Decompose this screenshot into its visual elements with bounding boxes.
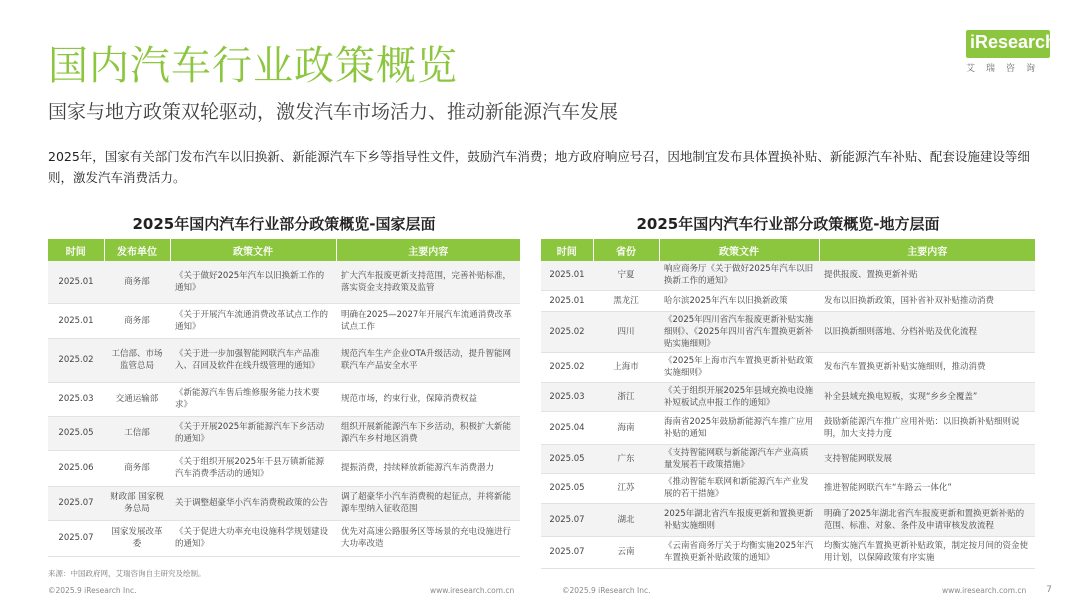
cell-doc: 《关于进一步加强智能网联汽车产品准入、召回及软件在线升级管理的通知》 <box>170 338 336 382</box>
table-row <box>541 382 1035 411</box>
cell-content: 支持智能网联发展 <box>819 444 1035 473</box>
cell-content: 发布汽车置换更新补贴实施细则，推动消费 <box>819 352 1035 382</box>
cell-content: 鼓励新能源汽车推广应用补贴：以旧换新补贴细则说明，加大支持力度 <box>819 411 1035 444</box>
cell-unit: 商务部 <box>104 450 170 486</box>
local-policy-table <box>541 239 1035 569</box>
table-row <box>48 261 520 303</box>
col-header-time: 时间 <box>48 239 104 261</box>
page-title: 国内汽车行业政策概览 <box>48 43 458 89</box>
cell-time: 2025.07 <box>48 520 104 556</box>
cell-unit: 四川 <box>593 311 659 352</box>
cell-content: 扩大汽车报废更新支持范围，完善补贴标准，落实资金支持政策及监管 <box>336 261 520 303</box>
national-policy-table <box>48 239 520 557</box>
copyright-right: ©2025.9 iResearch Inc. <box>562 586 651 595</box>
cell-time: 2025.01 <box>48 261 104 303</box>
cell-doc: 《关于开展2025年新能源汽车下乡活动的通知》 <box>170 416 336 450</box>
cell-doc: 《关于组织开展2025年县域充换电设施补短板试点申报工作的通知》 <box>659 382 819 411</box>
cell-unit: 湖北 <box>593 503 659 536</box>
cell-content: 提供报废、置换更新补贴 <box>819 261 1035 290</box>
table-row <box>48 450 520 486</box>
cell-unit: 宁夏 <box>593 261 659 290</box>
cell-content: 组织开展新能源汽车下乡活动，积极扩大新能源汽车乡村地区消费 <box>336 416 520 450</box>
col-header-province: 省份 <box>593 239 659 261</box>
cell-unit: 浙江 <box>593 382 659 411</box>
url-left: www.iresearch.com.cn <box>430 586 515 595</box>
cell-doc: 响应商务厅《关于做好2025年汽车以旧换新工作的通知》 <box>659 261 819 290</box>
cell-unit: 交通运输部 <box>104 382 170 416</box>
cell-doc: 《推动智能车联网和新能源汽车产业发展的若干措施》 <box>659 473 819 503</box>
cell-content: 均衡实施汽车置换更新补贴政策，制定按月间的资金使用计划，以保障政策有序实施 <box>819 536 1035 568</box>
cell-doc: 2025年湖北省汽车报废更新和置换更新补贴实施细则 <box>659 503 819 536</box>
cell-content: 明确在2025—2027年开展汽车流通消费改革试点工作 <box>336 303 520 338</box>
cell-time: 2025.01 <box>541 261 593 290</box>
table-row <box>541 261 1035 290</box>
cell-content: 补全县域充换电短板，实现“乡乡全覆盖” <box>819 382 1035 411</box>
table-row <box>48 338 520 382</box>
url-right: www.iresearch.com.cn <box>942 586 1027 595</box>
cell-time: 2025.03 <box>541 382 593 411</box>
cell-content: 推进智能网联汽车“车路云一体化” <box>819 473 1035 503</box>
cell-unit: 财政部 国家税务总局 <box>104 486 170 520</box>
cell-unit: 云南 <box>593 536 659 568</box>
cell-time: 2025.04 <box>541 411 593 444</box>
cell-time: 2025.05 <box>541 444 593 473</box>
cell-content: 提振消费，持续释放新能源汽车消费潜力 <box>336 450 520 486</box>
cell-content: 明确了2025年湖北省汽车报废更新和置换更新补贴的范围、标准、对象、条件及申请审核发放流程 <box>819 503 1035 536</box>
cell-time: 2025.07 <box>48 486 104 520</box>
cell-time: 2025.03 <box>48 382 104 416</box>
cell-doc: 哈尔滨2025年汽车以旧换新政策 <box>659 290 819 311</box>
cell-doc: 《支持智能网联与新能源汽车产业高质量发展若干政策措施》 <box>659 444 819 473</box>
cell-unit: 商务部 <box>104 303 170 338</box>
col-header-doc: 政策文件 <box>659 239 819 261</box>
cell-doc: 《云南省商务厅关于均衡实施2025年汽车置换更新补贴政策的通知》 <box>659 536 819 568</box>
cell-content: 优先对高速公路服务区等场景的充电设施进行大功率改造 <box>336 520 520 556</box>
cell-doc: 海南省2025年鼓励新能源汽车推广应用补贴的通知 <box>659 411 819 444</box>
col-header-content: 主要内容 <box>336 239 520 261</box>
cell-time: 2025.01 <box>48 303 104 338</box>
cell-time: 2025.06 <box>48 450 104 486</box>
cell-time: 2025.01 <box>541 290 593 311</box>
table-row <box>541 473 1035 503</box>
table-row <box>48 520 520 556</box>
col-header-time: 时间 <box>541 239 593 261</box>
cell-unit: 江苏 <box>593 473 659 503</box>
cell-unit: 上海市 <box>593 352 659 382</box>
cell-unit: 黑龙江 <box>593 290 659 311</box>
intro-paragraph: 2025年，国家有关部门发布汽车以旧换新、新能源汽车下乡等指导性文件，鼓励汽车消费；地方政府响应号召，因地制宜发布具体置换补贴、新能源汽车补贴、配套设施建设等细则，激发汽车消费活力。 <box>48 149 1030 185</box>
cell-content: 发布以旧换新政策，国补省补双补贴推动消费 <box>819 290 1035 311</box>
cell-unit: 海南 <box>593 411 659 444</box>
copyright-left: ©2025.9 iResearch Inc. <box>48 586 137 595</box>
cell-time: 2025.02 <box>48 338 104 382</box>
cell-unit: 国家发展改革委 <box>104 520 170 556</box>
cell-content: 调了超豪华小汽车消费税的起征点，并将新能源车型纳入征收范围 <box>336 486 520 520</box>
table-row <box>541 352 1035 382</box>
table-row <box>48 303 520 338</box>
cell-doc: 关于调整超豪华小汽车消费税政策的公告 <box>170 486 336 520</box>
cell-unit: 工信部 <box>104 416 170 450</box>
cell-doc: 《2025年四川省汽车报废更新补贴实施细则》、《2025年四川省汽车置换更新补贴实施细则》 <box>659 311 819 352</box>
cell-doc: 《关于做好2025年汽车以旧换新工作的通知》 <box>170 261 336 303</box>
col-header-doc: 政策文件 <box>170 239 336 261</box>
cell-content: 规范汽车生产企业OTA升级活动，提升智能网联汽车产品安全水平 <box>336 338 520 382</box>
source-note: 来源：中国政府网，艾瑞咨询自主研究及绘制。 <box>48 569 206 578</box>
table-row <box>541 411 1035 444</box>
table-row <box>541 503 1035 536</box>
cell-doc: 《新能源汽车售后维修服务能力技术要求》 <box>170 382 336 416</box>
table-row <box>48 416 520 450</box>
table-row <box>541 444 1035 473</box>
col-header-content: 主要内容 <box>819 239 1035 261</box>
cell-doc: 《2025年上海市汽车置换更新补贴政策实施细则》 <box>659 352 819 382</box>
table-row <box>541 536 1035 568</box>
table-row <box>541 311 1035 352</box>
cell-unit: 商务部 <box>104 261 170 303</box>
table-row <box>48 486 520 520</box>
national-table-title: 2025年国内汽车行业部分政策概览-国家层面 <box>132 215 436 233</box>
cell-doc: 《关于开展汽车流通消费改革试点工作的通知》 <box>170 303 336 338</box>
table-row <box>48 382 520 416</box>
cell-time: 2025.05 <box>541 473 593 503</box>
cell-time: 2025.07 <box>541 536 593 568</box>
local-table-title: 2025年国内汽车行业部分政策概览-地方层面 <box>636 215 940 233</box>
cell-unit: 工信部、市场监管总局 <box>104 338 170 382</box>
cell-content: 以旧换新细则落地、分档补贴及优化流程 <box>819 311 1035 352</box>
cell-time: 2025.05 <box>48 416 104 450</box>
col-header-unit: 发布单位 <box>104 239 170 261</box>
cell-time: 2025.02 <box>541 352 593 382</box>
cell-time: 2025.02 <box>541 311 593 352</box>
cell-unit: 广东 <box>593 444 659 473</box>
cell-time: 2025.07 <box>541 503 593 536</box>
page-subtitle: 国家与地方政策双轮驱动，激发汽车市场活力、推动新能源汽车发展 <box>48 101 619 123</box>
iresearch-logo: iResearch 艾瑞咨询 <box>966 32 1057 74</box>
cell-content: 规范市场，约束行业，保障消费权益 <box>336 382 520 416</box>
page-number: 7 <box>1046 585 1052 595</box>
cell-doc: 《关于组织开展2025年千县万镇新能源汽车消费季活动的通知》 <box>170 450 336 486</box>
table-row <box>541 290 1035 311</box>
cell-doc: 《关于促进大功率充电设施科学规划建设的通知》 <box>170 520 336 556</box>
